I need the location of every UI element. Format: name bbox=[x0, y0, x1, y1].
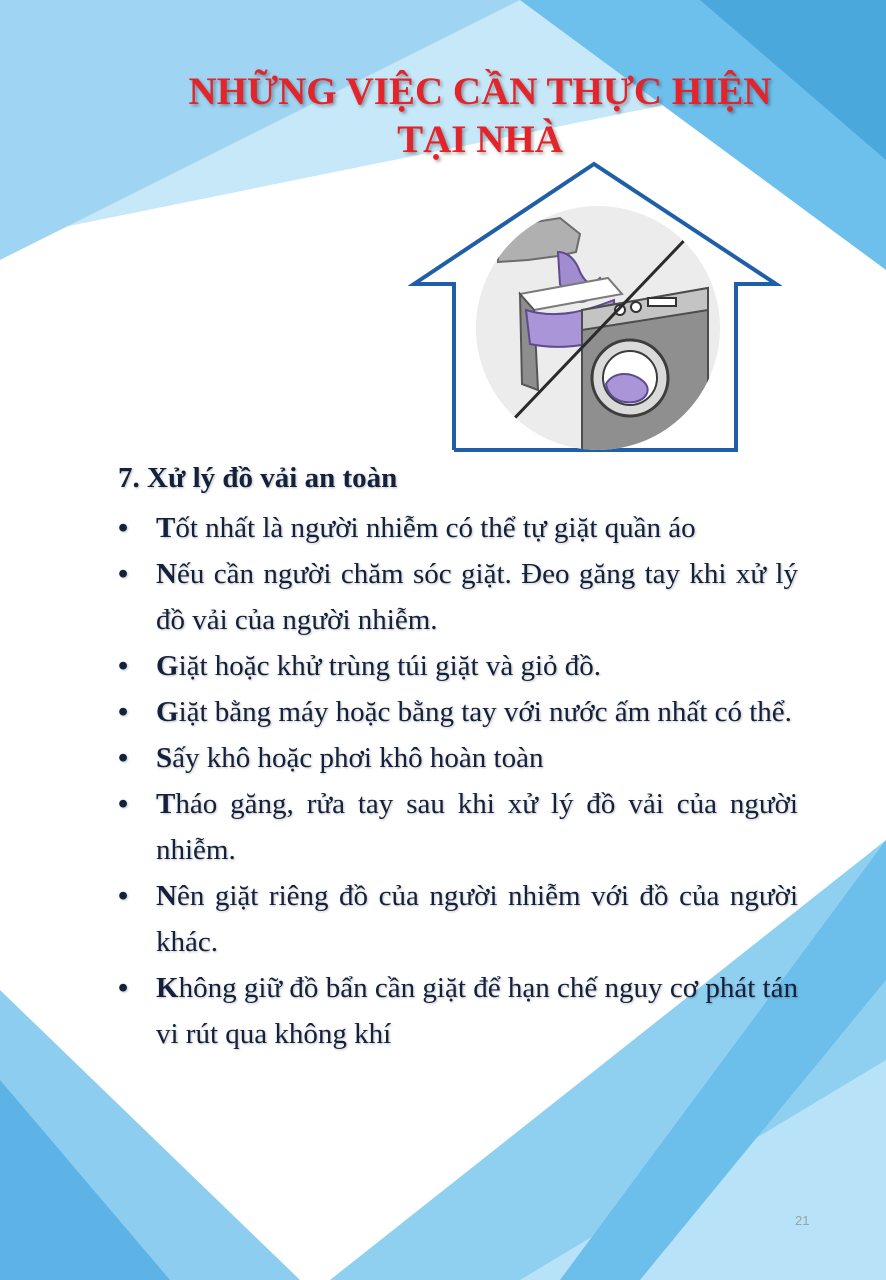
house-laundry-icon bbox=[408, 160, 782, 452]
item-text: iặt bằng máy hoặc bằng tay với nước ấm nhất có thể. bbox=[178, 696, 792, 728]
item-text: iặt hoặc khử trùng túi giặt và giỏ đồ. bbox=[178, 650, 602, 682]
list-item bbox=[118, 781, 798, 873]
instruction-list bbox=[118, 505, 798, 1057]
page-number: 21 bbox=[795, 1213, 810, 1228]
item-initial: T bbox=[156, 788, 176, 820]
item-initial: N bbox=[156, 880, 177, 912]
item-initial: S bbox=[156, 742, 173, 774]
list-item bbox=[118, 689, 798, 735]
item-text: ốt nhất là người nhiễm có thể tự giặt quần áo bbox=[175, 512, 696, 544]
list-item bbox=[118, 551, 798, 643]
list-item bbox=[118, 505, 798, 551]
list-item bbox=[118, 643, 798, 689]
list-item bbox=[118, 873, 798, 965]
item-initial: N bbox=[156, 558, 177, 590]
item-initial: K bbox=[156, 972, 179, 1004]
page-title bbox=[0, 68, 886, 164]
item-text: ên giặt riêng đồ của người nhiễm với đồ của người khác. bbox=[156, 880, 798, 958]
item-text: ếu cần người chăm sóc giặt. Đeo găng tay khi xử lý đồ vải của người nhiễm. bbox=[156, 558, 798, 636]
item-text: hông giữ đồ bẩn cần giặt để hạn chế nguy cơ phát tán vi rút qua không khí bbox=[156, 972, 798, 1050]
title-line-2: TẠI NHÀ bbox=[397, 118, 563, 161]
item-text: háo găng, rửa tay sau khi xử lý đồ vải của người nhiễm. bbox=[156, 788, 798, 866]
section-heading: 7. Xử lý đồ vải an toàn bbox=[118, 462, 398, 494]
list-item bbox=[118, 965, 798, 1057]
item-initial: T bbox=[156, 512, 176, 544]
title-line-1: NHỮNG VIỆC CẦN THỰC HIỆN bbox=[188, 70, 772, 113]
item-initial: G bbox=[156, 650, 179, 682]
item-text: ấy khô hoặc phơi khô hoàn toàn bbox=[172, 742, 544, 774]
list-item bbox=[118, 735, 798, 781]
item-initial: G bbox=[156, 696, 179, 728]
